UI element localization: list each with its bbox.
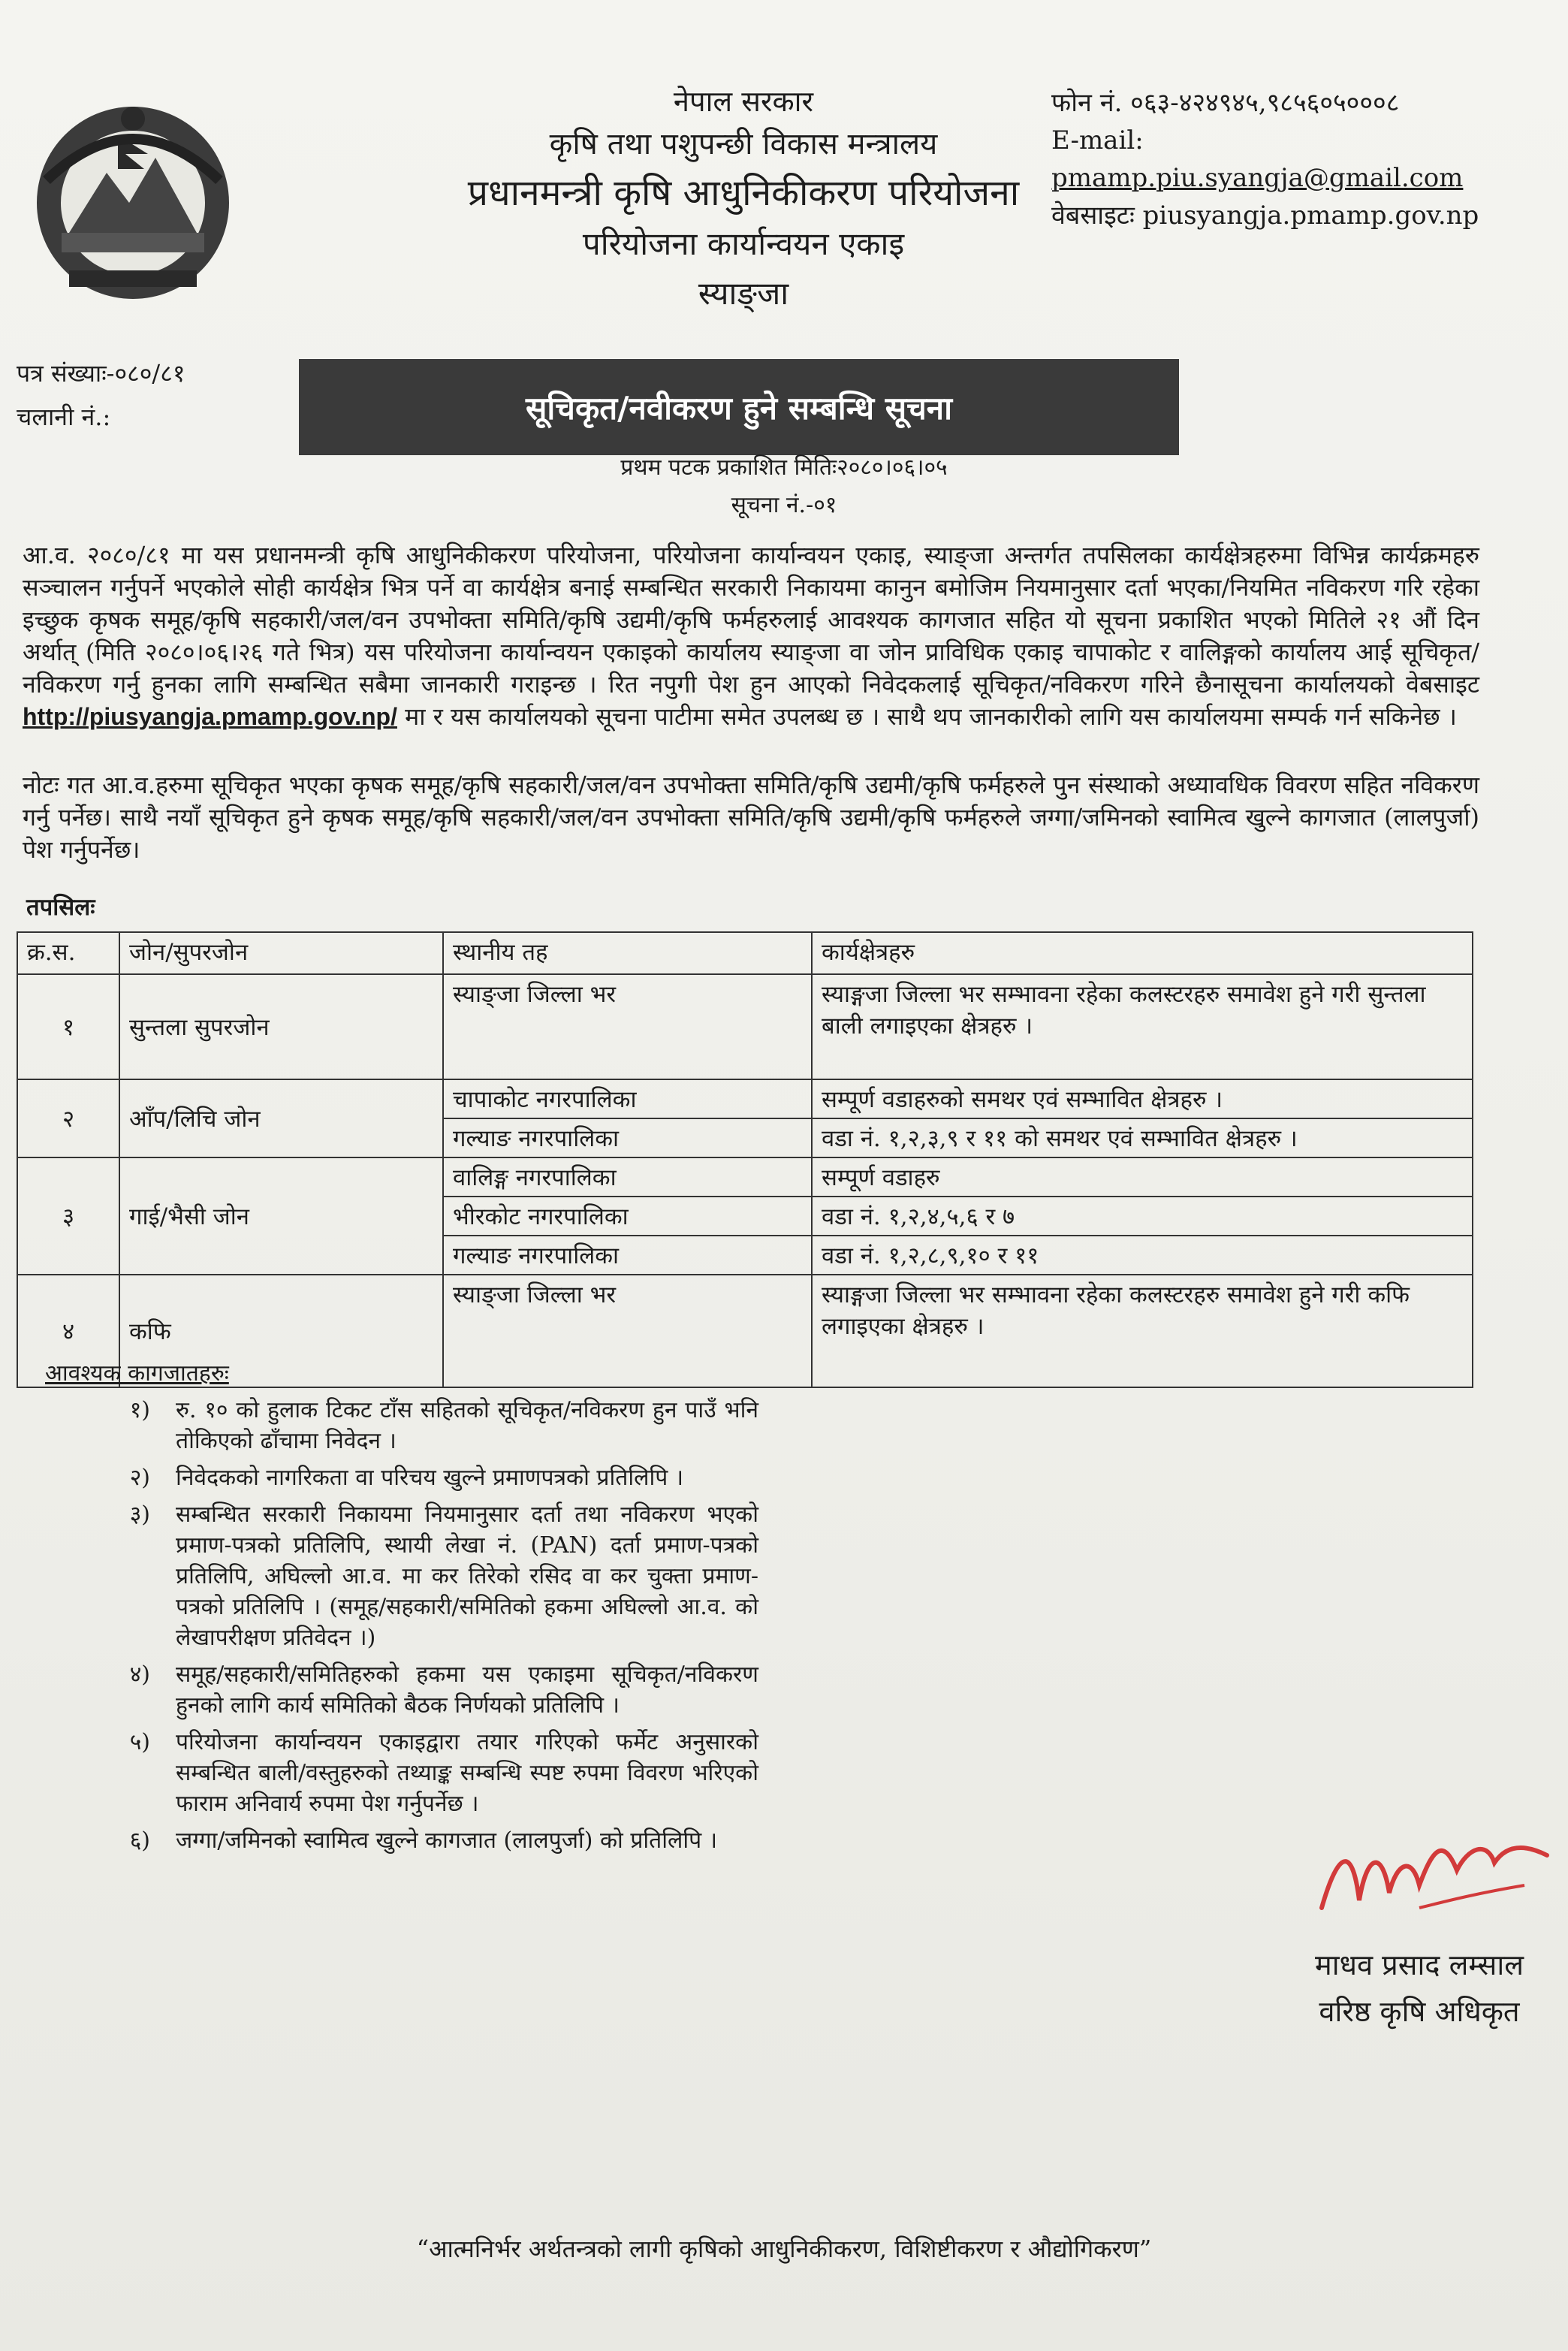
row-area: वडा नं. १,२,४,५,६ र ७ xyxy=(812,1197,1473,1236)
body-paragraph: आ.व. २०८०/८१ मा यस प्रधानमन्त्री कृषि आधुनिकीकरण परियोजना, परियोजना कार्यान्वयन एकाइ, स्याङ्जा अन्तर्गत तपसिलका कार्यक्षेत्रहरुमा विभिन्न कार्यक्रमहरु सञ्चालन गर्नुपर्ने भएकोले सोही कार्यक्षेत्र भित्र पर्ने वा कार्यक्षेत्र बनाई सम्बन्धित सरकारी निकायमा कानुन बमोजिम नियमानुसार दर्ता भएका/नियमित नविकरण गरि रहेका इच्छुक कृषक समूह/कृषि सहकारी/जल/वन उपभोक्ता समिति/कृषि उद्यमी/कृषि फर्महरुलाई आवश्यक कागजात सहित यो सूचना प्रकाशित भएको मितिले २१ औं दिन अर्थात् (मिति २०८०।०६।२६ गते भित्र) यस परियोजना कार्यान्वयन एकाइको कार्यालय स्याङ्जा वा जोन प्राविधिक एकाइ चापाकोट र वालिङ्गको कार्यालय आई सूचिकृत/नविकरण गर्नु हुनका लागि सम्बन्धित सबैमा जानकारी गराइन्छ । रित नपुगी पेश हुन आएको निवेदकलाई सूचिकृत/नविकरण गरिने छैनासूचना कार्यालयको वेबसाइट xyxy=(23,541,1479,699)
table-row xyxy=(17,1157,1473,1197)
row-zone: गाई/भैसी जोन xyxy=(119,1157,443,1275)
row-local: वालिङ्ग नगरपालिका xyxy=(443,1157,812,1197)
header-area: कार्यक्षेत्रहरु xyxy=(812,932,1473,974)
header-zone: जोन/सुपरजोन xyxy=(119,932,443,974)
nepal-emblem-icon xyxy=(17,90,249,308)
list-item: १) रु. १० को हुलाक टिकट टाँस सहितको सूचिकृत/नविकरण हुन पाउँ भनि तोकिएको ढाँचामा निवेदन । xyxy=(129,1397,758,1454)
list-item: ३) सम्बन्धित सरकारी निकायमा नियमानुसार दर्ता तथा नविकरण भएको प्रमाण-पत्रको प्रतिलिपि, स्थायी लेखा नं. (PAN) दर्ता प्रमाण-पत्रको प्रतिलिपि, अघिल्लो आ.व. मा कर तिरेको रसिद वा कर चुक्ता प्रमाण-पत्रको प्रतिलिपि । (समूह/सहकारी/समितिको हकमा अघिल्लो आ.व. को लेखापरीक्षण प्रतिवेदन ।) xyxy=(129,1501,758,1651)
row-local: गल्याङ नगरपालिका xyxy=(443,1118,812,1157)
row-area: वडा नं. १,२,८,९,१० र ११ xyxy=(812,1236,1473,1275)
gov-line-3: प्रधानमन्त्री कृषि आधुनिकीकरण परियोजना xyxy=(467,172,1020,214)
reference-block xyxy=(17,352,185,439)
row-sn: २ xyxy=(17,1079,119,1157)
list-item: ६) जग्गा/जमिनको स्वामित्व खुल्ने कागजात (लालपुर्जा) को प्रतिलिपि । xyxy=(129,1827,718,1854)
header-sn: क्र.स. xyxy=(17,932,119,974)
gov-line-5: स्याङ्जा xyxy=(698,275,789,312)
zone-table xyxy=(17,888,1473,1388)
row-sn: ३ xyxy=(17,1157,119,1275)
email-label: E-mail: xyxy=(1051,125,1144,155)
gov-line-1: नेपाल सरकार xyxy=(673,85,814,118)
row-zone: सुन्तला सुपरजोन xyxy=(119,974,443,1079)
signature-icon xyxy=(1307,1810,1562,1930)
email-link[interactable]: pmamp.piu.syangja@gmail.com xyxy=(1051,163,1464,193)
dispatch-number: चलानी नं.: xyxy=(17,403,111,431)
letter-number: पत्र संख्याः-०८०/८१ xyxy=(17,359,185,388)
row-sn: ४ xyxy=(17,1275,119,1387)
website-line[interactable]: वेबसाइटः piusyangja.pmamp.gov.np xyxy=(1051,201,1479,231)
list-item: ५) परियोजना कार्यान्वयन एकाइद्वारा तयार गरिएको फर्मेट अनुसारको सम्बन्धित बाली/वस्तुहरुको तथ्याङ्क सम्बन्धि स्पष्ट रुपमा विवरण भरिएको फाराम अनिवार्य रुपमा पेश गर्नुपर्नेछ । xyxy=(129,1729,758,1817)
list-item: २) निवेदकको नागरिकता वा परिचय खुल्ने प्रमाणपत्रको प्रतिलिपि । xyxy=(129,1465,684,1491)
gov-line-4: परियोजना कार्यान्वयन एकाइ xyxy=(582,225,905,262)
government-heading xyxy=(421,81,1066,318)
signer-name: माधव प्रसाद लम्साल xyxy=(1315,1948,1524,1981)
row-local: चापाकोट नगरपालिका xyxy=(443,1079,812,1118)
notice-body xyxy=(23,539,1479,733)
website-link[interactable]: http://piusyangja.pmamp.gov.np/ xyxy=(23,703,397,730)
row-area: वडा नं. १,२,३,९ र ११ को समथर एवं सम्भावित क्षेत्रहरु । xyxy=(812,1118,1473,1157)
notice-note: नोटः गत आ.व.हरुमा सूचिकृत भएका कृषक समूह/कृषि सहकारी/जल/वन उपभोक्ता समिति/कृषि उद्यमी/कृषि फर्महरुले पुन संस्थाको अध्यावधिक विवरण सहित नविकरण गर्नु पर्नेछ। साथै नयाँ सूचिकृत हुने कृषक समूह/कृषि सहकारी/जल/वन उपभोक्ता समिति/कृषि उद्यमी/कृषि फर्महरुले जग्गा/जमिनको स्वामित्व खुल्ने कागजात (लालपुर्जा) पेश गर्नुपर्नेछ। xyxy=(23,771,1479,864)
row-local: स्याङ्जा जिल्ला भर xyxy=(443,974,812,1079)
phone-number: फोन नं. ०६३-४२४९४५,९८५६०५०००८ xyxy=(1051,88,1400,118)
documents-heading: आवश्यक कागजातहरुः xyxy=(45,1360,229,1387)
notice-number: सूचना नं.-०१ xyxy=(731,492,837,518)
gov-line-2: कृषि तथा पशुपन्छी विकास मन्त्रालय xyxy=(549,127,938,161)
signer-designation: वरिष्ठ कृषि अधिकृत xyxy=(1319,1995,1520,2028)
footer-slogan: “आत्मनिर्भर अर्थतन्त्रको लागी कृषिको आधुनिकीकरण, विशिष्टीकरण र औद्योगिकरण” xyxy=(416,2235,1152,2263)
notice-title: सूचिकृत/नवीकरण हुने सम्बन्धि सूचना xyxy=(299,359,1179,455)
header-local: स्थानीय तह xyxy=(443,932,812,974)
row-zone: आँप/लिचि जोन xyxy=(119,1079,443,1157)
publication-date: प्रथम पटक प्रकाशित मितिः२०८०।०६।०५ xyxy=(620,454,948,481)
row-area: सम्पूर्ण वडाहरुको समथर एवं सम्भावित क्षेत्रहरु । xyxy=(812,1079,1473,1118)
signatory xyxy=(1277,1942,1562,2035)
row-area: स्याङ्गजा जिल्ला भर सम्भावना रहेका कलस्टरहरु समावेश हुने गरी कफि लगाइएका क्षेत्रहरु । xyxy=(812,1275,1473,1387)
row-zone: कफि xyxy=(119,1275,443,1387)
row-area: सम्पूर्ण वडाहरु xyxy=(812,1157,1473,1197)
list-item: ४) समूह/सहकारी/समितिहरुको हकमा यस एकाइमा सूचिकृत/नविकरण हुनको लागि कार्य समितिको बैठक निर्णयको प्रतिलिपि । xyxy=(129,1661,758,1719)
row-local: भीरकोट नगरपालिका xyxy=(443,1197,812,1236)
row-sn: १ xyxy=(17,974,119,1079)
row-area: स्याङ्गजा जिल्ला भर सम्भावना रहेका कलस्टरहरु समावेश हुने गरी सुन्तला बाली लगाइएका क्षेत्रहरु । xyxy=(812,974,1473,1079)
contact-block xyxy=(1051,84,1547,234)
body-paragraph-tail: मा र यस कार्यालयको सूचना पाटीमा समेत उपलब्ध छ । साथै थप जानकारीको लागि यस कार्यालयमा सम्पर्क गर्न सकिनेछ । xyxy=(397,702,1457,731)
table-row xyxy=(17,1079,1473,1118)
table-row xyxy=(17,974,1473,1079)
email-line xyxy=(1051,122,1547,197)
row-local: स्याङ्जा जिल्ला भर xyxy=(443,1275,812,1387)
table-caption: तपसिलः xyxy=(17,888,1473,932)
required-documents xyxy=(23,1358,758,1862)
row-local: गल्याङ नगरपालिका xyxy=(443,1236,812,1275)
